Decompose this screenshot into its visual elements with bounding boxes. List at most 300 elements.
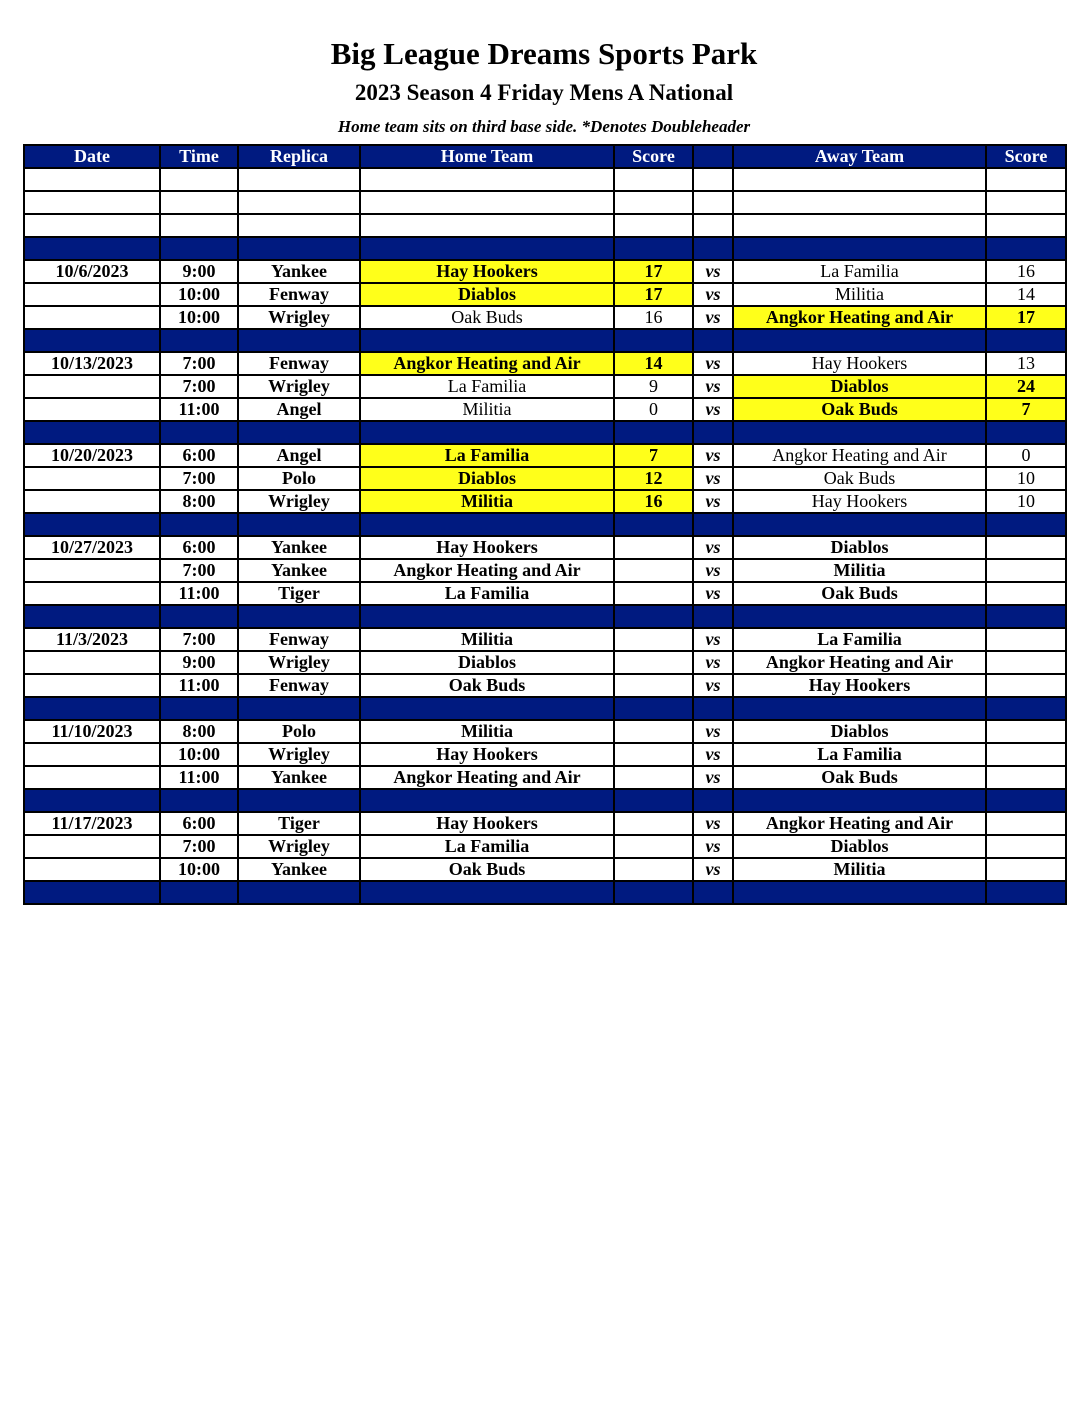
separator-cell [24, 697, 160, 720]
game-row [24, 651, 1066, 674]
away-team-cell: La Familia [733, 743, 986, 766]
away-score-cell [986, 858, 1066, 881]
replica-cell: Angel [238, 398, 360, 421]
away-team-cell: Angkor Heating and Air [733, 812, 986, 835]
vs-cell: vs [693, 674, 733, 697]
away-score-cell: 13 [986, 352, 1066, 375]
home-team-cell: La Familia [360, 444, 614, 467]
empty-cell [614, 191, 693, 214]
separator-row [24, 329, 1066, 352]
vs-cell: vs [693, 651, 733, 674]
empty-cell [986, 168, 1066, 191]
separator-cell [614, 421, 693, 444]
home-team-cell: Oak Buds [360, 858, 614, 881]
separator-cell [614, 513, 693, 536]
separator-cell [238, 237, 360, 260]
vs-cell: vs [693, 490, 733, 513]
time-cell: 8:00 [160, 490, 238, 513]
empty-cell [24, 168, 160, 191]
time-cell: 10:00 [160, 283, 238, 306]
away-team-cell: Militia [733, 559, 986, 582]
game-row [24, 467, 1066, 490]
away-score-cell: 10 [986, 467, 1066, 490]
time-cell: 7:00 [160, 352, 238, 375]
vs-cell: vs [693, 260, 733, 283]
separator-cell [24, 329, 160, 352]
separator-row [24, 237, 1066, 260]
home-team-cell: Hay Hookers [360, 260, 614, 283]
replica-cell: Tiger [238, 582, 360, 605]
replica-cell: Angel [238, 444, 360, 467]
home-score-cell: 16 [614, 490, 693, 513]
replica-cell: Polo [238, 720, 360, 743]
vs-cell: vs [693, 375, 733, 398]
replica-cell: Yankee [238, 260, 360, 283]
vs-cell: vs [693, 398, 733, 421]
separator-cell [238, 789, 360, 812]
away-team-cell: Angkor Heating and Air [733, 444, 986, 467]
date-cell: 10/13/2023 [24, 352, 160, 375]
separator-cell [986, 697, 1066, 720]
separator-cell [238, 697, 360, 720]
home-team-cell: Hay Hookers [360, 743, 614, 766]
away-score-cell: 17 [986, 306, 1066, 329]
separator-cell [693, 513, 733, 536]
away-team-cell: Angkor Heating and Air [733, 651, 986, 674]
separator-cell [360, 605, 614, 628]
away-team-cell: Diablos [733, 720, 986, 743]
separator-row [24, 697, 1066, 720]
home-team-cell: Hay Hookers [360, 812, 614, 835]
away-score-cell: 14 [986, 283, 1066, 306]
home-score-cell: 17 [614, 283, 693, 306]
home-team-cell: Militia [360, 628, 614, 651]
game-row [24, 283, 1066, 306]
home-team-cell: La Familia [360, 375, 614, 398]
separator-cell [24, 789, 160, 812]
date-cell: 11/3/2023 [24, 628, 160, 651]
separator-cell [986, 789, 1066, 812]
separator-cell [986, 237, 1066, 260]
separator-row [24, 605, 1066, 628]
away-team-cell: Angkor Heating and Air [733, 306, 986, 329]
schedule-note: Home team sits on third base side. *Denotes Doubleheader [337, 117, 751, 136]
away-score-cell [986, 582, 1066, 605]
away-score-cell [986, 628, 1066, 651]
vs-cell: vs [693, 743, 733, 766]
date-cell [24, 743, 160, 766]
home-score-cell [614, 835, 693, 858]
empty-row [24, 168, 1066, 191]
schedule-rows [24, 168, 1066, 904]
home-score-cell [614, 743, 693, 766]
col-header-time: Time [160, 145, 238, 168]
date-cell [24, 283, 160, 306]
replica-cell: Wrigley [238, 835, 360, 858]
time-cell: 6:00 [160, 444, 238, 467]
replica-cell: Polo [238, 467, 360, 490]
empty-cell [614, 214, 693, 237]
replica-cell: Wrigley [238, 306, 360, 329]
empty-cell [693, 191, 733, 214]
empty-cell [614, 168, 693, 191]
separator-cell [693, 421, 733, 444]
empty-cell [693, 168, 733, 191]
game-row [24, 352, 1066, 375]
game-row [24, 720, 1066, 743]
home-team-cell: Hay Hookers [360, 536, 614, 559]
replica-cell: Fenway [238, 674, 360, 697]
replica-cell: Fenway [238, 628, 360, 651]
away-team-cell: Hay Hookers [733, 352, 986, 375]
home-score-cell: 0 [614, 398, 693, 421]
col-header-vs [693, 145, 733, 168]
separator-cell [733, 697, 986, 720]
separator-cell [24, 513, 160, 536]
time-cell: 11:00 [160, 398, 238, 421]
vs-cell: vs [693, 766, 733, 789]
empty-cell [360, 214, 614, 237]
home-team-cell: Militia [360, 720, 614, 743]
game-row [24, 582, 1066, 605]
separator-cell [986, 881, 1066, 904]
vs-cell: vs [693, 582, 733, 605]
col-header-date: Date [24, 145, 160, 168]
empty-cell [238, 191, 360, 214]
empty-row [24, 214, 1066, 237]
away-team-cell: Diablos [733, 375, 986, 398]
away-team-cell: Militia [733, 283, 986, 306]
date-cell [24, 835, 160, 858]
separator-cell [986, 421, 1066, 444]
away-team-cell: Oak Buds [733, 582, 986, 605]
home-team-cell: Oak Buds [360, 306, 614, 329]
separator-cell [360, 513, 614, 536]
separator-cell [693, 697, 733, 720]
game-row [24, 812, 1066, 835]
separator-cell [693, 881, 733, 904]
away-team-cell: Oak Buds [733, 467, 986, 490]
home-score-cell [614, 858, 693, 881]
vs-cell: vs [693, 352, 733, 375]
separator-cell [160, 881, 238, 904]
schedule-table [23, 144, 1067, 905]
home-team-cell: Militia [360, 490, 614, 513]
separator-cell [24, 421, 160, 444]
away-team-cell: Diablos [733, 536, 986, 559]
home-score-cell [614, 582, 693, 605]
replica-cell: Yankee [238, 559, 360, 582]
game-row [24, 490, 1066, 513]
date-cell [24, 858, 160, 881]
home-score-cell [614, 536, 693, 559]
home-score-cell [614, 651, 693, 674]
time-cell: 7:00 [160, 835, 238, 858]
away-score-cell: 0 [986, 444, 1066, 467]
separator-row [24, 421, 1066, 444]
home-score-cell: 16 [614, 306, 693, 329]
away-team-cell: Oak Buds [733, 398, 986, 421]
col-header-home-team: Home Team [360, 145, 614, 168]
home-team-cell: Angkor Heating and Air [360, 352, 614, 375]
time-cell: 7:00 [160, 559, 238, 582]
home-team-cell: Militia [360, 398, 614, 421]
replica-cell: Yankee [238, 766, 360, 789]
time-cell: 6:00 [160, 536, 238, 559]
separator-cell [733, 881, 986, 904]
date-cell [24, 651, 160, 674]
empty-cell [24, 191, 160, 214]
separator-cell [614, 697, 693, 720]
empty-row [24, 191, 1066, 214]
header-row [24, 145, 1066, 168]
game-row [24, 766, 1066, 789]
game-row [24, 835, 1066, 858]
separator-cell [614, 881, 693, 904]
away-score-cell: 10 [986, 490, 1066, 513]
game-row [24, 444, 1066, 467]
empty-cell [238, 214, 360, 237]
date-cell: 11/17/2023 [24, 812, 160, 835]
date-cell: 10/6/2023 [24, 260, 160, 283]
game-row [24, 628, 1066, 651]
replica-cell: Wrigley [238, 490, 360, 513]
date-cell [24, 398, 160, 421]
page-title: Big League Dreams Sports Park [330, 36, 758, 71]
game-row [24, 375, 1066, 398]
away-score-cell: 7 [986, 398, 1066, 421]
away-team-cell: Hay Hookers [733, 674, 986, 697]
time-cell: 10:00 [160, 743, 238, 766]
replica-cell: Yankee [238, 858, 360, 881]
home-team-cell: Diablos [360, 283, 614, 306]
empty-cell [733, 168, 986, 191]
away-score-cell [986, 720, 1066, 743]
col-header-away-score: Score [986, 145, 1066, 168]
away-team-cell: Diablos [733, 835, 986, 858]
home-team-cell: Oak Buds [360, 674, 614, 697]
separator-cell [238, 881, 360, 904]
empty-cell [160, 214, 238, 237]
vs-cell: vs [693, 467, 733, 490]
date-cell [24, 582, 160, 605]
replica-cell: Wrigley [238, 375, 360, 398]
date-cell: 10/27/2023 [24, 536, 160, 559]
replica-cell: Yankee [238, 536, 360, 559]
time-cell: 10:00 [160, 306, 238, 329]
date-cell: 10/20/2023 [24, 444, 160, 467]
separator-cell [160, 789, 238, 812]
replica-cell: Fenway [238, 352, 360, 375]
replica-cell: Wrigley [238, 743, 360, 766]
away-score-cell: 16 [986, 260, 1066, 283]
empty-cell [238, 168, 360, 191]
game-row [24, 398, 1066, 421]
date-cell [24, 306, 160, 329]
separator-cell [733, 513, 986, 536]
separator-cell [733, 237, 986, 260]
date-cell: 11/10/2023 [24, 720, 160, 743]
away-team-cell: Militia [733, 858, 986, 881]
replica-cell: Tiger [238, 812, 360, 835]
separator-cell [733, 329, 986, 352]
away-score-cell [986, 835, 1066, 858]
game-row [24, 674, 1066, 697]
empty-cell [160, 191, 238, 214]
separator-cell [360, 881, 614, 904]
date-cell [24, 559, 160, 582]
separator-cell [614, 329, 693, 352]
empty-cell [986, 214, 1066, 237]
separator-cell [614, 789, 693, 812]
separator-cell [24, 881, 160, 904]
col-header-away-team: Away Team [733, 145, 986, 168]
page-subtitle: 2023 Season 4 Friday Mens A National [354, 80, 734, 105]
time-cell: 7:00 [160, 628, 238, 651]
replica-cell: Fenway [238, 283, 360, 306]
empty-cell [160, 168, 238, 191]
home-team-cell: La Familia [360, 835, 614, 858]
separator-cell [360, 697, 614, 720]
home-score-cell [614, 766, 693, 789]
away-score-cell [986, 766, 1066, 789]
separator-row [24, 513, 1066, 536]
separator-cell [160, 697, 238, 720]
vs-cell: vs [693, 628, 733, 651]
away-team-cell: La Familia [733, 260, 986, 283]
home-score-cell [614, 720, 693, 743]
home-score-cell: 12 [614, 467, 693, 490]
separator-cell [986, 513, 1066, 536]
vs-cell: vs [693, 559, 733, 582]
empty-cell [986, 191, 1066, 214]
time-cell: 9:00 [160, 260, 238, 283]
home-team-cell: Angkor Heating and Air [360, 766, 614, 789]
away-score-cell: 24 [986, 375, 1066, 398]
empty-cell [360, 168, 614, 191]
away-score-cell [986, 743, 1066, 766]
separator-cell [24, 605, 160, 628]
time-cell: 11:00 [160, 674, 238, 697]
away-team-cell: Oak Buds [733, 766, 986, 789]
time-cell: 6:00 [160, 812, 238, 835]
away-score-cell [986, 651, 1066, 674]
separator-row [24, 789, 1066, 812]
away-team-cell: Hay Hookers [733, 490, 986, 513]
col-header-home-score: Score [614, 145, 693, 168]
time-cell: 7:00 [160, 467, 238, 490]
separator-cell [360, 329, 614, 352]
vs-cell: vs [693, 444, 733, 467]
separator-cell [733, 421, 986, 444]
separator-cell [614, 605, 693, 628]
date-cell [24, 674, 160, 697]
home-team-cell: Angkor Heating and Air [360, 559, 614, 582]
separator-cell [693, 237, 733, 260]
separator-cell [160, 421, 238, 444]
time-cell: 11:00 [160, 582, 238, 605]
separator-cell [24, 237, 160, 260]
home-team-cell: Diablos [360, 467, 614, 490]
separator-row [24, 881, 1066, 904]
separator-cell [160, 237, 238, 260]
date-cell [24, 490, 160, 513]
time-cell: 10:00 [160, 858, 238, 881]
separator-cell [986, 329, 1066, 352]
home-team-cell: Diablos [360, 651, 614, 674]
home-score-cell: 9 [614, 375, 693, 398]
away-score-cell [986, 674, 1066, 697]
home-score-cell [614, 628, 693, 651]
separator-cell [360, 789, 614, 812]
vs-cell: vs [693, 283, 733, 306]
replica-cell: Wrigley [238, 651, 360, 674]
away-score-cell [986, 559, 1066, 582]
vs-cell: vs [693, 835, 733, 858]
game-row [24, 260, 1066, 283]
game-row [24, 306, 1066, 329]
separator-cell [360, 421, 614, 444]
home-score-cell [614, 559, 693, 582]
away-score-cell [986, 536, 1066, 559]
time-cell: 11:00 [160, 766, 238, 789]
game-row [24, 858, 1066, 881]
away-score-cell [986, 812, 1066, 835]
time-cell: 8:00 [160, 720, 238, 743]
time-cell: 7:00 [160, 375, 238, 398]
empty-cell [733, 191, 986, 214]
col-header-replica: Replica [238, 145, 360, 168]
home-score-cell: 7 [614, 444, 693, 467]
separator-cell [238, 329, 360, 352]
home-score-cell [614, 812, 693, 835]
time-cell: 9:00 [160, 651, 238, 674]
date-cell [24, 375, 160, 398]
game-row [24, 559, 1066, 582]
vs-cell: vs [693, 858, 733, 881]
vs-cell: vs [693, 720, 733, 743]
separator-cell [693, 789, 733, 812]
separator-cell [238, 513, 360, 536]
home-score-cell: 17 [614, 260, 693, 283]
separator-cell [160, 513, 238, 536]
game-row [24, 743, 1066, 766]
empty-cell [693, 214, 733, 237]
separator-cell [693, 329, 733, 352]
vs-cell: vs [693, 306, 733, 329]
separator-cell [238, 605, 360, 628]
vs-cell: vs [693, 536, 733, 559]
empty-cell [24, 214, 160, 237]
separator-cell [238, 421, 360, 444]
vs-cell: vs [693, 812, 733, 835]
empty-cell [360, 191, 614, 214]
game-row [24, 536, 1066, 559]
separator-cell [160, 329, 238, 352]
separator-cell [733, 789, 986, 812]
date-cell [24, 766, 160, 789]
home-score-cell: 14 [614, 352, 693, 375]
separator-cell [360, 237, 614, 260]
separator-cell [693, 605, 733, 628]
away-team-cell: La Familia [733, 628, 986, 651]
home-team-cell: La Familia [360, 582, 614, 605]
separator-cell [986, 605, 1066, 628]
empty-cell [733, 214, 986, 237]
home-score-cell [614, 674, 693, 697]
separator-cell [160, 605, 238, 628]
separator-cell [614, 237, 693, 260]
